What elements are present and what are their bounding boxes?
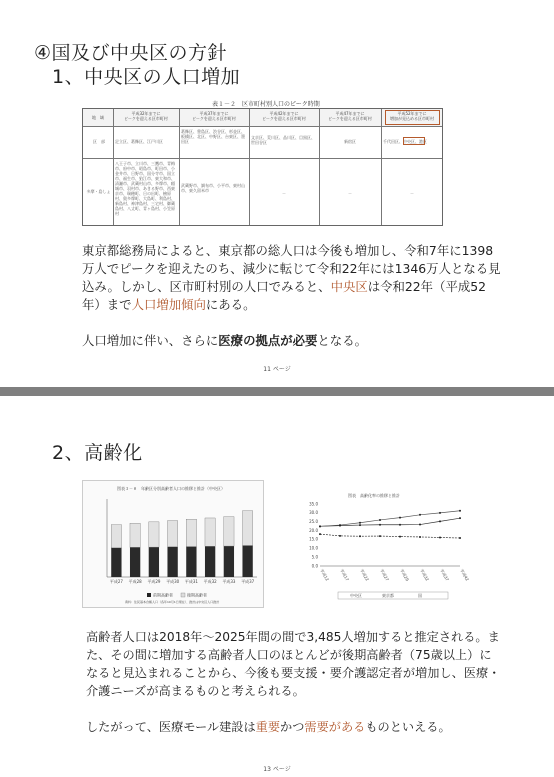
line-chart <box>298 492 471 600</box>
bold-medical: 医療の拠点が必要 <box>218 333 318 348</box>
highlight-box <box>403 137 425 145</box>
section-heading: 2、高齢化 <box>52 442 143 464</box>
data-point <box>419 536 421 538</box>
row-label: 多摩・島しょ <box>86 189 111 194</box>
tick-label: 平成33 <box>222 579 236 584</box>
data-point <box>339 535 341 537</box>
tick-label: 平成37 <box>439 568 451 582</box>
line-chart-svg <box>298 492 471 600</box>
bar-chart-svg <box>83 481 265 609</box>
bar-late-elderly <box>242 511 252 546</box>
table-header: 平成52年までに 増加が見込める区市町村 <box>390 111 434 121</box>
page-heading: ④国及び中央区の方針 <box>34 42 228 64</box>
legend-label: 前期高齢者 <box>153 592 173 598</box>
tick-label: 平成27 <box>379 568 391 582</box>
data-point <box>419 514 421 516</box>
tick-label: 平成12 <box>319 568 331 582</box>
data-point <box>359 522 361 524</box>
data-point <box>399 536 401 538</box>
table-caption: 表１－２ 区市町村別人口のピーク時期 <box>212 101 320 108</box>
tick-label: 平成31 <box>184 579 198 584</box>
table-header: 平成42年までに ピークを迎える区市町村 <box>262 111 306 121</box>
paragraph: 高齢者人口は2018年～2025年間の間で3,485人増加すると推定される。また、その間に増加する高齢者人口のほとんどが後期高齢者（75歳以上）になると見込まれることから、今後も要支援・要介護認定者が増加し、医療・介護ニーズが高まるものと考えられる。 <box>86 630 501 698</box>
table-header: 平成47年までに ピークを迎える区市町村 <box>328 111 372 121</box>
bar-chart <box>82 480 264 608</box>
paragraph: したがって、医療モール建設は重要かつ需要があるものといえる。 <box>86 720 451 734</box>
tick-label: 平成42 <box>459 568 471 582</box>
tick-label: 平成17 <box>339 568 351 582</box>
page-number: 11 ページ <box>263 366 291 373</box>
bar-late-elderly <box>186 519 196 546</box>
data-point <box>339 524 341 526</box>
data-point <box>319 533 321 535</box>
data-point <box>439 512 441 514</box>
highlight-box <box>385 110 440 125</box>
legend-swatch <box>181 593 185 597</box>
bar-early-elderly <box>167 547 177 577</box>
y-tick-label: 30.0 <box>309 510 318 516</box>
y-tick-label: 0.0 <box>311 563 318 569</box>
chart-title: 図表３－８ 年齢区分別高齢者人口の推移と推計（中央区） <box>117 486 225 491</box>
data-point <box>459 537 461 539</box>
table-cell: 文京区、荒川区、品川区、目黒区、世田谷区 <box>251 135 315 145</box>
tick-label: 平成32 <box>203 579 217 584</box>
page-number: 13 ページ <box>263 766 291 773</box>
legend-label: 中央区 <box>350 593 362 598</box>
table-header: 平成32年までに ピークを迎える区市町村 <box>124 111 168 121</box>
peak-table <box>82 108 443 226</box>
tick-label: 平成29 <box>147 579 161 584</box>
bar-late-elderly <box>205 518 215 546</box>
tick-label: 平成28 <box>128 579 142 584</box>
y-tick-label: 10.0 <box>309 545 318 551</box>
paragraph: 人口増加に伴い、さらに医療の拠点が必要となる。 <box>82 333 367 348</box>
table-cell: 葛飾区、豊島区、渋谷区、杉並区、板橋区、北区、中野区、台東区、墨田区 <box>181 129 245 144</box>
bar-early-elderly <box>242 546 252 577</box>
table-cell: － <box>282 191 286 196</box>
series-line <box>320 511 460 527</box>
bar-early-elderly <box>130 547 140 577</box>
tick-label: 平成30 <box>166 579 180 584</box>
table-cell: 足立区、葛飾区、江戸川区 <box>115 139 163 144</box>
data-point <box>439 536 441 538</box>
bar-late-elderly <box>111 525 121 548</box>
bar-early-elderly <box>186 547 196 577</box>
table-cell: 八王子市、立川市、三鷹市、青梅市、府中市、昭島市、町田市、小金井市、日野市、国分寺市、国立市、福生市、狛江市、東大和市、清瀬市、武蔵村山市、多摩市、稲城市、羽村市、あきる野市、西東京市、瑞穂町、日の出町、檜原村、奥多摩町、大島町、利島村、新島村、神津島村、三宅村、御蔵島村、八丈町、青ヶ島村、小笠原村 <box>115 161 175 216</box>
legend-label: 国 <box>418 593 422 598</box>
row-label: 区 部 <box>93 139 105 144</box>
data-point <box>399 517 401 519</box>
y-tick-label: 5.0 <box>311 554 318 560</box>
table-cell: － <box>410 191 414 196</box>
legend-swatch <box>147 593 151 597</box>
data-point <box>439 520 441 522</box>
body-text <box>86 628 502 754</box>
tick-label: 平成37 <box>241 579 255 584</box>
data-point <box>379 535 381 537</box>
highlight-chuo: 中央区 <box>330 279 368 294</box>
table-cell: － <box>348 191 352 196</box>
chart-title: 図表 高齢化率の推移と推計 <box>348 493 400 498</box>
table-header: 地 域 <box>92 115 104 120</box>
y-tick-label: 20.0 <box>309 527 318 533</box>
tick-label: 平成32 <box>419 568 431 582</box>
data-point <box>359 535 361 537</box>
chart-footnote: 資料：住民基本台帳人口（各年10月1日現在）、推計は中央区人口推計 <box>125 600 220 604</box>
data-point <box>459 517 461 519</box>
highlight-important: 重要 <box>255 720 281 734</box>
data-point <box>359 524 361 526</box>
data-point <box>319 525 321 527</box>
table-cell: 新宿区 <box>344 139 356 144</box>
data-point <box>379 524 381 526</box>
bar-early-elderly <box>224 546 234 577</box>
y-tick-label: 25.0 <box>309 519 318 525</box>
tick-label: 平成29 <box>399 568 411 582</box>
y-tick-label: 15.0 <box>309 536 318 542</box>
highlight-demand: 需要がある <box>304 720 366 734</box>
bar-late-elderly <box>167 521 177 547</box>
bar-early-elderly <box>149 547 159 577</box>
data-point <box>419 524 421 526</box>
table-cell: 千代田区、中央区、港区 <box>383 139 427 144</box>
y-tick-label: 35.0 <box>309 501 318 507</box>
paragraph: 東京都総務局によると、東京都の総人口は今後も増加し、令和7年に1398万人でピークを迎えたのち、減少に転じて令和22年には1346万人となる見込み。しかし、区市町村別の人口でみると、中央区は令和22年（平成52年）まで人口増加傾向にある。 <box>82 243 501 312</box>
legend-label: 東京都 <box>382 593 394 598</box>
page-2 <box>0 396 554 777</box>
bar-late-elderly <box>149 522 159 547</box>
bar-late-elderly <box>130 523 140 547</box>
data-point <box>399 524 401 526</box>
table-cell: 武蔵野市、調布市、小平市、東村山市、東久留米市 <box>181 183 245 193</box>
series-line <box>320 534 460 538</box>
body-text <box>82 242 502 368</box>
section-heading: 1、中央区の人口増加 <box>52 66 241 88</box>
bar-early-elderly <box>111 548 121 577</box>
table-header: 平成37年までに ピークを迎える区市町村 <box>192 111 236 121</box>
bar-early-elderly <box>205 546 215 577</box>
highlight-growth: 人口増加傾向 <box>131 297 206 312</box>
legend-label: 後期高齢者 <box>187 592 207 598</box>
tick-label: 平成27 <box>109 579 123 584</box>
tick-label: 平成22 <box>359 568 371 582</box>
data-point <box>379 519 381 521</box>
bar-late-elderly <box>224 517 234 546</box>
data-point <box>459 510 461 512</box>
page-1 <box>0 0 554 387</box>
